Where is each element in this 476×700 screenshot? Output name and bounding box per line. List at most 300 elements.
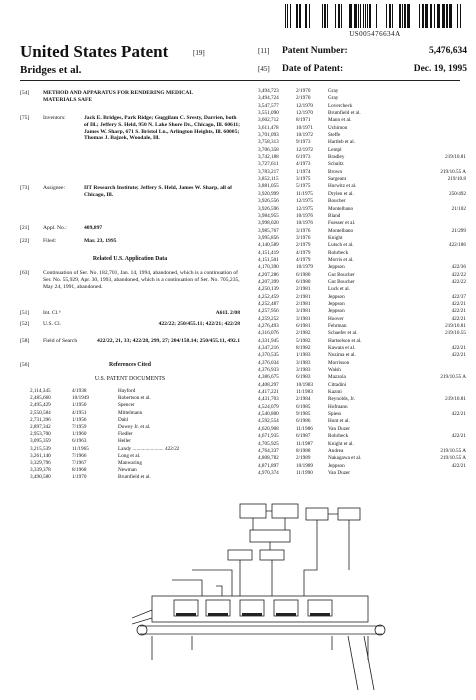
- right-ref-row: [258, 286, 466, 293]
- left-ref-row: [30, 474, 242, 481]
- left-ref-row-cell: 2,731,396: [30, 416, 51, 423]
- barcode-bar: [363, 4, 364, 28]
- right-ref-row: [258, 426, 466, 433]
- field-inventors: [20, 115, 240, 175]
- right-ref-row-cell: Reynolds, Jr.: [328, 396, 355, 403]
- right-ref-row: [258, 418, 466, 425]
- left-ref-row-cell: Robertson et al.: [118, 395, 151, 402]
- barcode-bar: [369, 4, 371, 28]
- right-ref-row-cell: 3,920,999: [258, 190, 279, 197]
- right-ref-row-cell: 3,727,611: [258, 161, 279, 168]
- left-ref-row: [30, 467, 242, 474]
- right-ref-row: [258, 191, 466, 198]
- right-ref-row-cell: 11/1986: [296, 425, 313, 432]
- right-ref-row: [258, 301, 466, 308]
- right-ref-row-cell: 12/1975: [296, 198, 314, 205]
- barcode-bar: [434, 4, 435, 28]
- right-ref-row-cell: [420, 382, 466, 389]
- barcode-bar: [446, 4, 448, 28]
- field-assignee-code: [73]: [20, 185, 30, 191]
- drawing-box-left: [228, 550, 252, 560]
- right-ref-row-cell: Rohrbeck: [328, 249, 349, 256]
- right-ref-row: [258, 198, 466, 205]
- left-ref-row: [30, 417, 242, 424]
- drawing-fill-5: [310, 613, 330, 616]
- right-ref-row: [258, 117, 466, 124]
- right-ref-row-cell: 2/1970: [296, 95, 311, 102]
- barcode-bar: [360, 4, 361, 28]
- right-ref-row-cell: 3,602,712: [258, 117, 279, 124]
- right-ref-row-cell: 219/10.81: [445, 154, 466, 161]
- drawing-roller-right: [375, 625, 385, 635]
- right-ref-row-cell: [420, 404, 466, 411]
- right-ref-row-cell: Uchimon: [328, 124, 348, 131]
- right-ref-row-cell: 2/1981: [296, 286, 311, 293]
- left-ref-row: [30, 410, 242, 417]
- right-ref-row-cell: 9/1985: [296, 411, 311, 418]
- right-ref-row-cell: Luck et al.: [328, 286, 351, 293]
- right-ref-row-cell: 3,701,093: [258, 132, 279, 139]
- left-ref-row-cell: 11/1965: [72, 445, 89, 452]
- barcode-bar: [338, 4, 340, 28]
- right-ref-row-cell: 10/1989: [296, 462, 314, 469]
- barcode-bar: [305, 4, 307, 28]
- right-ref-row-cell: Jeppson: [328, 293, 345, 300]
- field-cont-code: [63]: [20, 270, 30, 276]
- right-ref-row: [258, 330, 466, 337]
- right-ref-row-cell: 4,370,535: [258, 352, 279, 359]
- right-ref-row-cell: [420, 220, 466, 227]
- left-ref-row-cell: Landy ........................ 422/22: [118, 445, 180, 452]
- right-ref-row-cell: Schaefer et al.: [328, 330, 358, 337]
- barcode-bar: [430, 4, 432, 28]
- right-ref-row-cell: [420, 418, 466, 425]
- right-ref-row-cell: Rohrbeck: [328, 433, 349, 440]
- right-ref-row-cell: Spiess: [328, 411, 342, 418]
- left-ref-row-cell: 2,953,700: [30, 431, 51, 438]
- right-ref-row: [258, 323, 466, 330]
- barcode-bar: [296, 4, 298, 28]
- right-ref-row: [258, 470, 466, 477]
- right-ref-row-cell: 10/1979: [296, 264, 314, 271]
- left-ref-row-cell: Heller: [118, 438, 131, 445]
- right-ref-row-cell: Kazmi: [328, 389, 342, 396]
- right-ref-row: [258, 206, 466, 213]
- drawing-box-center: [260, 550, 284, 560]
- right-ref-row: [258, 88, 466, 95]
- right-ref-row: [258, 441, 466, 448]
- right-ref-row-cell: 1/1983: [296, 352, 311, 359]
- right-ref-row-cell: 11/1975: [296, 190, 313, 197]
- left-ref-row: [30, 446, 242, 453]
- right-ref-row-cell: Brown: [328, 168, 343, 175]
- right-ref-row-cell: Drylen et al.: [328, 190, 354, 197]
- left-ref-row-cell: 2,897,342: [30, 424, 51, 431]
- right-ref-row-cell: Steffe: [328, 132, 341, 139]
- patent-drawing: [132, 500, 394, 695]
- field-title-value: METHOD AND APPARATUS FOR RENDERING MEDICAL MATERIALS SAFE: [43, 90, 193, 103]
- right-references-table: [258, 88, 466, 477]
- drawing-wires-left: [172, 570, 232, 596]
- right-ref-row-cell: 3,494,724: [258, 95, 279, 102]
- right-ref-row-cell: Morris et al.: [328, 256, 354, 263]
- right-ref-row-cell: 422/21: [451, 352, 466, 359]
- right-ref-row-cell: 2/1982: [296, 330, 311, 337]
- field-filed-label: Filed:: [43, 238, 57, 244]
- right-ref-row-cell: 1/1974: [296, 168, 311, 175]
- right-ref-row-cell: 3/1981: [296, 308, 311, 315]
- right-ref-row-cell: 5/1982: [296, 337, 311, 344]
- patent-number-code: [11]: [258, 47, 270, 55]
- right-ref-row-cell: 3,551,090: [258, 110, 279, 117]
- field-appl-code: [21]: [20, 225, 30, 231]
- right-ref-row: [258, 352, 466, 359]
- field-assignee-value: IIT Research Institute; Jeffery S. Held, James W. Sharp, all of Chicago, Ill.: [84, 185, 233, 198]
- right-ref-row-cell: Jeppson: [328, 264, 345, 271]
- barcode-bar: [324, 4, 326, 28]
- right-ref-row-cell: 2/1981: [296, 293, 311, 300]
- right-ref-row-cell: 8/1982: [296, 345, 311, 352]
- right-ref-row-cell: 6/1973: [296, 154, 311, 161]
- right-ref-row-cell: 6/1980: [296, 271, 311, 278]
- right-ref-row-cell: 2/1984: [296, 396, 311, 403]
- field-title-code: [54]: [20, 90, 30, 96]
- right-ref-row: [258, 176, 466, 183]
- right-ref-row-cell: Fehrman: [328, 323, 347, 329]
- left-ref-row-cell: Spencer: [118, 402, 135, 409]
- field-int-cl: [20, 310, 240, 318]
- barcode-bar: [354, 4, 357, 28]
- right-ref-row-cell: Hurwitz et al.: [328, 183, 357, 190]
- right-ref-row: [258, 389, 466, 396]
- right-ref-row-cell: 4,140,589: [258, 242, 279, 249]
- header-rule: [20, 80, 460, 81]
- right-ref-row: [258, 125, 466, 132]
- right-ref-row: [258, 103, 466, 110]
- right-ref-row-cell: 4,151,501: [258, 256, 279, 263]
- right-ref-row: [258, 279, 466, 286]
- right-ref-row-cell: [420, 95, 466, 102]
- right-ref-row: [258, 448, 466, 455]
- left-ref-row-cell: 3,329,796: [30, 460, 51, 467]
- right-ref-row-cell: 12/1975: [296, 205, 314, 212]
- right-ref-row-cell: 4/1979: [296, 249, 311, 256]
- right-ref-row-cell: 4,257,956: [258, 308, 279, 315]
- right-ref-row-cell: 9/1973: [296, 139, 311, 146]
- right-ref-row-cell: 4,705,925: [258, 440, 279, 447]
- right-ref-row-cell: 21/102: [451, 205, 466, 212]
- right-ref-row-cell: 3,852,115: [258, 176, 279, 183]
- right-ref-row-cell: 219/10.81: [445, 396, 466, 403]
- right-ref-row-cell: 6/1983: [296, 374, 311, 381]
- left-ref-row: [30, 453, 242, 460]
- right-ref-row: [258, 455, 466, 462]
- field-inventors-label: Inventors:: [43, 115, 66, 121]
- right-ref-row-cell: 250/492: [448, 190, 466, 197]
- left-ref-row: [30, 395, 242, 402]
- barcode-bar: [460, 4, 461, 28]
- right-ref-row-cell: Gray: [328, 88, 339, 94]
- right-ref-row-cell: 10/1976: [296, 212, 314, 219]
- field-uscl-code: [52]: [20, 321, 30, 327]
- right-ref-row-cell: [420, 132, 466, 139]
- right-ref-row: [258, 95, 466, 102]
- right-ref-row-cell: 4,252,459: [258, 293, 279, 300]
- right-ref-row-cell: Morrisson: [328, 359, 350, 366]
- related-heading: Related U.S. Application Data: [92, 256, 168, 262]
- left-ref-row-cell: 2,495,429: [30, 402, 51, 409]
- field-search: [20, 338, 240, 352]
- right-ref-row-cell: 10/1971: [296, 124, 314, 131]
- barcode-bar: [399, 4, 401, 28]
- right-ref-row: [258, 411, 466, 418]
- left-ref-row-cell: 4/1938: [72, 388, 87, 394]
- right-ref-row-cell: Jeppson: [328, 300, 345, 307]
- left-ref-row-cell: 3,490,580: [30, 474, 51, 481]
- right-ref-row-cell: 219/10.81: [445, 323, 466, 329]
- right-ref-row-cell: 4,276,493: [258, 323, 279, 329]
- right-ref-row: [258, 382, 466, 389]
- right-ref-row-cell: 12/1972: [296, 146, 314, 153]
- right-ref-row-cell: 4,417,221: [258, 389, 279, 396]
- right-ref-row-cell: 422/21: [451, 411, 466, 418]
- right-ref-row-cell: 2/1970: [296, 88, 311, 94]
- field-continuation-value: Continuation of Ser. No. 182,701, Jan. 14, 1994, abandoned, which is a continuation of Ser. No. 55,929, Apr. 30, 1993, abandoned, which is a continuation of Ser. No. 705,235, May 24, 1991, abandoned.: [43, 270, 240, 290]
- right-ref-row: [258, 235, 466, 242]
- right-ref-row-cell: Cittadini: [328, 381, 347, 388]
- right-ref-row: [258, 228, 466, 235]
- right-ref-row: [258, 139, 466, 146]
- right-ref-row-cell: 4,524,079: [258, 403, 279, 410]
- field-assignee-label: Assignee:: [43, 185, 66, 191]
- right-ref-row-cell: 3/1976: [296, 227, 311, 234]
- barcode-bar: [425, 4, 428, 28]
- right-ref-row: [258, 338, 466, 345]
- right-ref-row-cell: 6/1986: [296, 418, 311, 425]
- drawing-fill-1: [176, 613, 196, 616]
- drawing-fill-3: [242, 613, 262, 616]
- field-inventors-code: [75]: [20, 115, 30, 121]
- drawing-wires: [240, 511, 349, 596]
- drawing-conveyor-belt: [140, 626, 382, 634]
- left-ref-row-cell: 7/1966: [72, 452, 87, 459]
- right-ref-row-cell: [420, 147, 466, 154]
- right-ref-row-cell: 422/21: [451, 315, 466, 322]
- right-ref-row-cell: 12/1970: [296, 110, 314, 117]
- right-ref-row-cell: Jeppson: [328, 308, 345, 315]
- right-ref-row-cell: 219/10.55 A: [440, 455, 466, 462]
- barcode-bar: [437, 4, 440, 28]
- left-ref-row-cell: 1/1960: [72, 431, 87, 438]
- barcode-bar: [419, 4, 420, 28]
- left-ref-row-cell: 3,261,140: [30, 452, 51, 459]
- right-ref-row-cell: [420, 286, 466, 293]
- right-ref-row-cell: 5/1975: [296, 183, 311, 190]
- right-ref-row-cell: 10/1976: [296, 220, 314, 227]
- right-ref-row-cell: Knight: [328, 234, 343, 241]
- right-ref-row-cell: 3,881,055: [258, 183, 279, 190]
- right-ref-row-cell: 3,742,188: [258, 154, 279, 161]
- right-ref-row-cell: [420, 198, 466, 205]
- right-ref-row-cell: Montelbano: [328, 227, 354, 234]
- right-ref-row-cell: 11/1987: [296, 440, 313, 447]
- right-ref-row-cell: 422/21: [451, 462, 466, 469]
- right-ref-row: [258, 360, 466, 367]
- right-ref-row-cell: 4,250,139: [258, 286, 279, 293]
- barcode-bar: [392, 4, 393, 28]
- left-ref-row-cell: 2,485,660: [30, 395, 51, 402]
- right-ref-row-cell: 4,386,675: [258, 374, 279, 381]
- left-ref-row-cell: 2,114,345: [30, 388, 51, 394]
- right-ref-row: [258, 213, 466, 220]
- barcode-bar: [457, 4, 458, 28]
- right-ref-row-cell: 422/21: [451, 308, 466, 315]
- right-ref-row: [258, 367, 466, 374]
- right-ref-row-cell: [420, 235, 466, 242]
- right-ref-row-cell: 12/1970: [296, 102, 314, 109]
- right-ref-row-cell: 219/10.8: [447, 176, 466, 183]
- right-ref-row-cell: Hartleb et al.: [328, 139, 355, 146]
- right-ref-row: [258, 250, 466, 257]
- field-uscl-value: 422/22; 250/455.11; 422/21; 422/28: [158, 321, 240, 327]
- field-intcl-label: Int. Cl.⁶: [43, 310, 61, 316]
- left-ref-row-cell: 3,215,539: [30, 445, 51, 452]
- drawing-roller-left: [137, 625, 147, 635]
- right-ref-row-cell: 4,431,703: [258, 396, 279, 403]
- right-ref-row: [258, 294, 466, 301]
- right-ref-row-cell: 3,611,478: [258, 124, 279, 131]
- right-ref-row-cell: Mazzola: [328, 374, 346, 381]
- right-ref-row-cell: 11/1983: [296, 389, 313, 396]
- left-ref-row-cell: 1/1950: [72, 402, 87, 409]
- left-ref-row-cell: 1/1970: [72, 474, 87, 481]
- barcode-bar: [349, 4, 352, 28]
- references-heading: References Cited: [109, 362, 151, 368]
- right-ref-row-cell: Hunt et al.: [328, 418, 350, 425]
- barcode-bar: [402, 4, 403, 28]
- right-ref-row-cell: [420, 183, 466, 190]
- barcode-bar: [322, 4, 323, 28]
- left-ref-row: [30, 424, 242, 431]
- barcode-bar: [290, 4, 291, 28]
- drawing-box-top-left: [240, 504, 266, 518]
- right-ref-row-cell: 2/1989: [296, 455, 311, 462]
- right-ref-row-cell: 422/186: [448, 242, 466, 249]
- right-ref-row-cell: 4,408,297: [258, 381, 279, 388]
- right-ref-row-cell: 8/1988: [296, 447, 311, 454]
- right-ref-row-cell: Lutsch et al.: [328, 242, 354, 249]
- barcode-bar: [367, 4, 368, 28]
- barcode-bar: [335, 4, 336, 28]
- right-ref-row-cell: 3,995,856: [258, 234, 279, 241]
- right-ref-row-cell: 4,871,897: [258, 462, 279, 469]
- left-ref-row-cell: Mittelmann: [118, 409, 143, 416]
- right-ref-row-cell: 4,808,782: [258, 455, 279, 462]
- field-appl-no: [20, 225, 240, 233]
- drawing-chute: [348, 636, 374, 690]
- right-ref-row-cell: 4,252,487: [258, 300, 279, 307]
- right-ref-row-cell: 3,998,020: [258, 220, 279, 227]
- barcode-bar: [287, 4, 288, 28]
- field-intcl-value: A61L 2/08: [215, 310, 240, 316]
- right-ref-row-cell: [420, 139, 466, 146]
- right-ref-row: [258, 374, 466, 381]
- field-appl-value: 409,897: [84, 225, 103, 231]
- right-ref-row-cell: 219/10.55 A: [440, 447, 466, 454]
- right-ref-row-cell: 3,984,955: [258, 212, 279, 219]
- left-ref-row-cell: 10/1949: [72, 395, 90, 402]
- left-ref-row: [30, 388, 242, 395]
- barcode-bar: [449, 4, 452, 28]
- right-ref-row-cell: [420, 117, 466, 124]
- right-ref-row-cell: 3/1981: [296, 315, 311, 322]
- right-ref-row-cell: 2/1979: [296, 242, 311, 249]
- right-ref-row-cell: 6/1985: [296, 403, 311, 410]
- right-ref-row-cell: Hoover: [328, 315, 344, 322]
- right-ref-row-cell: 3/1976: [296, 234, 311, 241]
- right-ref-row-cell: Brumfield et al.: [328, 110, 361, 117]
- right-ref-row-cell: Mann et al.: [328, 117, 352, 124]
- right-ref-row-cell: 3,494,723: [258, 88, 279, 94]
- right-ref-row-cell: [420, 125, 466, 132]
- right-ref-row-cell: 6/1987: [296, 433, 311, 440]
- right-ref-row-cell: 422/21: [451, 300, 466, 307]
- right-ref-row-cell: 3,547,577: [258, 102, 279, 109]
- left-ref-row-cell: Dahl: [118, 416, 129, 423]
- right-ref-row: [258, 433, 466, 440]
- right-ref-row: [258, 264, 466, 271]
- barcode-bar: [358, 4, 359, 28]
- left-ref-row-cell: Long et al.: [118, 452, 141, 459]
- right-ref-row-cell: [420, 161, 466, 168]
- right-ref-row-cell: Hartselson et al.: [328, 337, 362, 344]
- left-ref-row-cell: Newman: [118, 467, 137, 474]
- right-ref-row: [258, 308, 466, 315]
- right-ref-row: [258, 404, 466, 411]
- drawing-box-top-right: [306, 508, 328, 520]
- right-ref-row-cell: 422/36: [451, 264, 466, 271]
- right-ref-row: [258, 169, 466, 176]
- right-ref-row-cell: 3,926,556: [258, 198, 279, 205]
- right-ref-row-cell: Gray: [328, 95, 339, 102]
- right-ref-row-cell: Van Duzer: [328, 469, 351, 476]
- title-code: [19]: [193, 49, 205, 57]
- right-ref-row: [258, 110, 466, 117]
- date-code: [45]: [258, 65, 270, 73]
- right-ref-row-cell: Walsh: [328, 367, 341, 374]
- right-ref-row-cell: 3,783,217: [258, 168, 279, 175]
- right-ref-row-cell: 4,764,337: [258, 447, 279, 454]
- right-ref-row-cell: [420, 338, 466, 345]
- patent-date: Dec. 19, 1995: [413, 64, 467, 74]
- barcode-bar: [407, 4, 410, 28]
- right-ref-row-cell: 3/1975: [296, 176, 311, 183]
- right-ref-row-cell: 4,347,216: [258, 345, 279, 352]
- right-ref-row-cell: [420, 426, 466, 433]
- right-ref-row-cell: 219/10.55 A: [440, 168, 466, 175]
- right-ref-row-cell: Lempl: [328, 146, 342, 153]
- left-ref-row-cell: Hayford: [118, 388, 136, 394]
- date-label: Date of Patent:: [282, 64, 344, 74]
- drawing-fill-2: [208, 613, 228, 616]
- barcode-bar: [389, 4, 391, 28]
- right-ref-row-cell: 4,259,252: [258, 315, 279, 322]
- field-search-value: 422/22, 21, 33; 422/28, 299, 27; 204/158.14; 250/455.11, 492.1: [97, 338, 240, 344]
- document-title: United States Patent: [20, 42, 169, 61]
- right-ref-row: [258, 463, 466, 470]
- right-ref-row-cell: 422/22: [451, 278, 466, 285]
- right-ref-row-cell: 4,620,908: [258, 425, 279, 432]
